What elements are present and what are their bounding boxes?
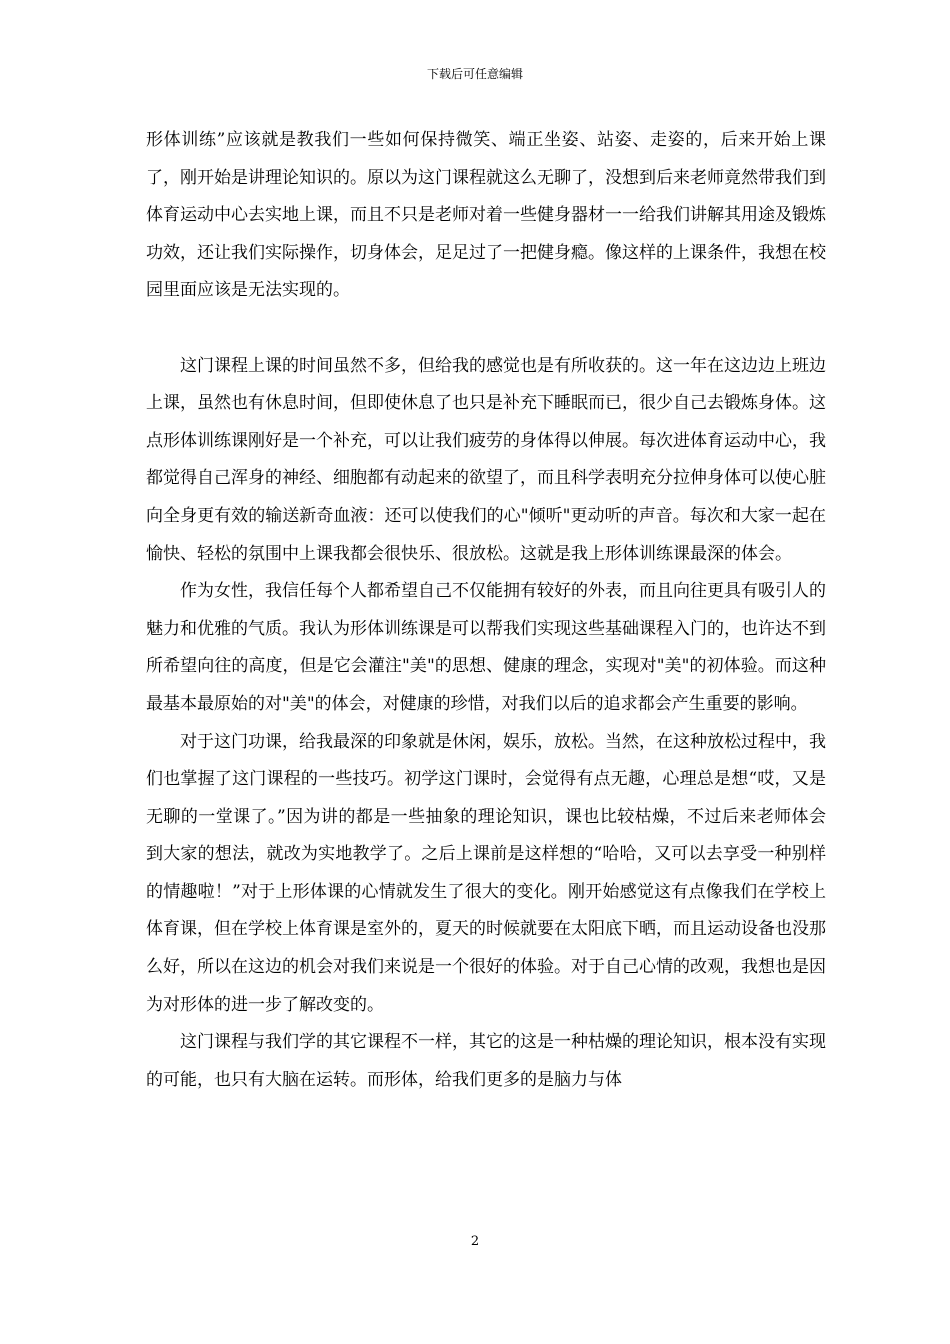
paragraph-spacer: [146, 310, 826, 348]
document-body: [146, 122, 826, 1099]
paragraph-4: 对于这门功课，给我最深的印象就是休闲，娱乐，放松。当然，在这种放松过程中，我们也掌握了这门课程的一些技巧。初学这门课时，会觉得有点无趣，心理总是想“哎，又是无聊的一堂课了。”因为讲的都是一些抽象的理论知识，课也比较枯燥，不过后来老师体会到大家的想法，就改为实地教学了。之后上课前是这样想的“哈哈，又可以去享受一种别样的情趣啦！”对于上形体课的心情就发生了很大的变化。刚开始感觉这有点像我们在学校上体育课，但在学校上体育课是室外的，夏天的时候就要在太阳底下晒，而且运动设备也没那么好，所以在这边的机会对我们来说是一个很好的体验。对于自己心情的改观，我想也是因为对形体的进一步了解改变的。: [146, 731, 826, 1015]
paragraph-3: 作为女性，我信任每个人都希望自己不仅能拥有较好的外表，而且向往更具有吸引人的魅力和优雅的气质。我认为形体训练课是可以帮我们实现这些基础课程入门的，也许达不到所希望向往的高度，但是它会灌注"美"的思想、健康的理念，实现对"美"的初体验。而这种最基本最原始的对"美"的体会，对健康的珍惜，对我们以后的追求都会产生重要的影响。: [146, 581, 826, 714]
page-header: 下载后可任意编辑: [426, 67, 523, 81]
page-number: 2: [470, 1234, 480, 1249]
paragraph-1: 形体训练”应该就是教我们一些如何保持微笑、端正坐姿、站姿、走姿的，后来开始上课了，刚开始是讲理论知识的。原以为这门课程就这么无聊了，没想到后来老师竟然带我们到体育运动中心去实地上课，而且不只是老师对着一些健身器材一一给我们讲解其用途及锻炼功效，还让我们实际操作，切身体会，足足过了一把健身瘾。像这样的上课条件，我想在校园里面应该是无法实现的。: [146, 130, 826, 301]
paragraph-5: 这门课程与我们学的其它课程不一样，其它的这是一种枯燥的理论知识，根本没有实现的可能，也只有大脑在运转。而形体，给我们更多的是脑力与体: [146, 1032, 826, 1090]
paragraph-2: 这门课程上课的时间虽然不多，但给我的感觉也是有所收获的。这一年在这边边上班边上课，虽然也有休息时间，但即使休息了也只是补充下睡眠而已，很少自己去锻炼身体。这点形体训练课刚好是一个补充，可以让我们疲劳的身体得以伸展。每次进体育运动中心，我都觉得自己浑身的神经、细胞都有动起来的欲望了，而且科学表明充分拉伸身体可以使心脏向全身更有效的输送新奇血液：还可以使我们的心"倾听"更动听的声音。每次和大家一起在愉快、轻松的氛围中上课我都会很快乐、很放松。这就是我上形体训练课最深的体会。: [146, 355, 826, 564]
